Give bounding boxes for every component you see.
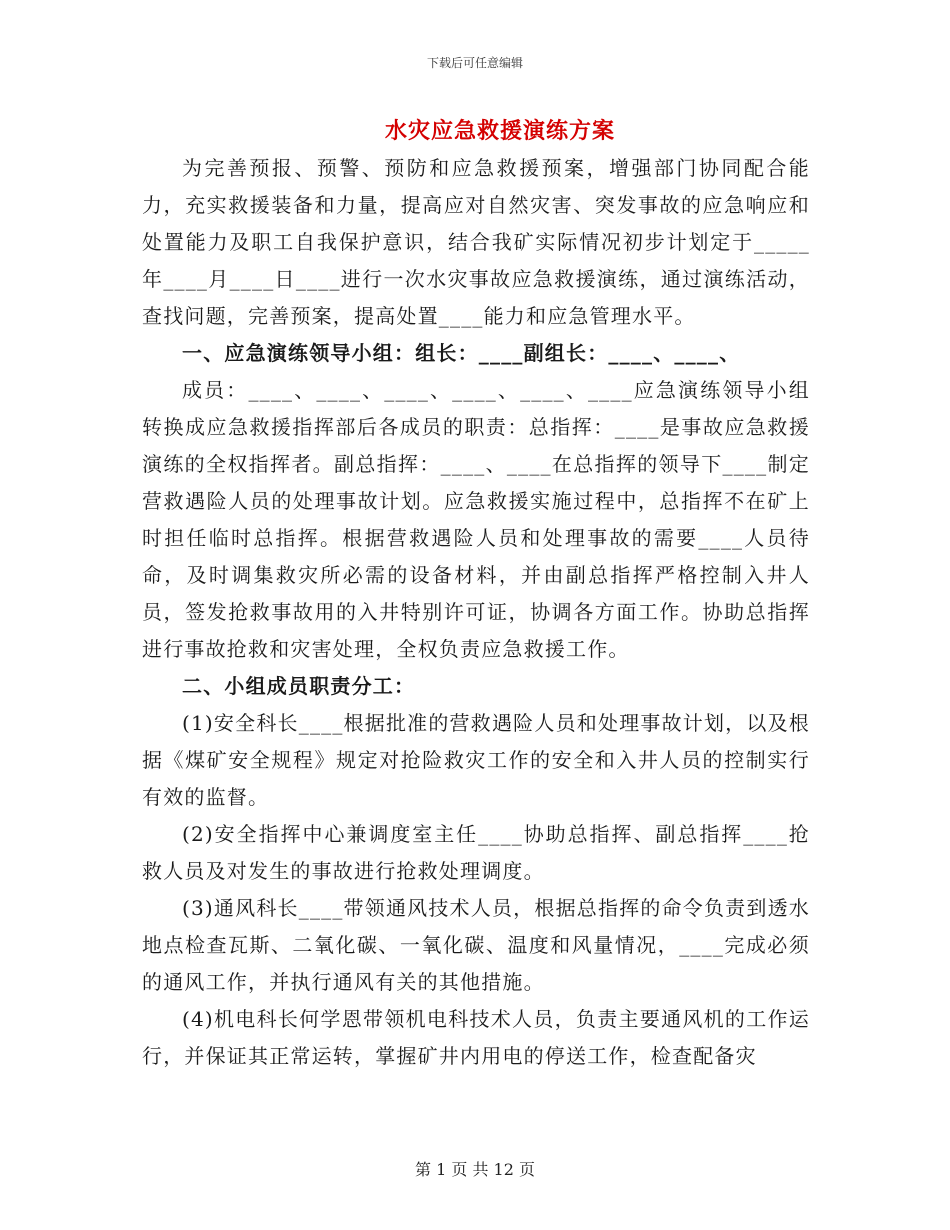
paragraph-item-1: (1)安全科长____根据批准的营救遇险人员和处理事故计划，以及根据《煤矿安全规程》规定对抢险救灾工作的安全和入井人员的控制实行有效的监督。 <box>142 711 810 809</box>
header-note: 下载后可任意编辑 <box>426 56 523 70</box>
section-heading-division: 二、小组成员职责分工： <box>182 674 416 698</box>
document-title: 水灾应急救援演练方案 <box>384 118 615 144</box>
paragraph-item-2: (2)安全指挥中心兼调度室主任____协助总指挥、副总指挥____抢救人员及对发生的事故进行抢救处理调度。 <box>142 822 810 883</box>
page-indicator: 第 1 页 共 12 页 <box>415 1160 535 1179</box>
document-body <box>142 150 810 1075</box>
paragraph-members-duties: 成员：____、____、____、____、____、____应急演练领导小组转换成应急救援指挥部后各成员的职责：总指挥：____是事故应急救援演练的全权指挥者。副总指挥：____、____在总指挥的领导下____制定营救遇险人员的处理事故计划。应急救援实施过程中，总指挥不在矿上时担任临时总指挥。根据营救遇险人员和处理事故的需要____人员待命，及时调集救灾所必需的设备材料，并由副总指挥严格控制入井人员，签发抢救事故用的入井特别许可证，协调各方面工作。协助总指挥进行事故抢救和灾害处理，全权负责应急救援工作。 <box>142 378 810 661</box>
paragraph-item-4: (4)机电科长何学恩带领机电科技术人员，负责主要通风机的工作运行，并保证其正常运转，掌握矿井内用电的停送工作，检查配备灾 <box>142 1007 810 1068</box>
paragraph-item-3: (3)通风科长____带领通风技术人员，根据总指挥的命令负责到透水地点检查瓦斯、二氧化碳、一氧化碳、温度和风量情况，____完成必须的通风工作，并执行通风有关的其他措施。 <box>142 896 810 994</box>
paragraph-intro: 为完善预报、预警、预防和应急救援预案，增强部门协同配合能力，充实救援装备和力量，提高应对自然灾害、突发事故的应急响应和处置能力及职工自我保护意识，结合我矿实际情况初步计划定于_____年____月____日____进行一次水灾事故应急救援演练，通过演练活动，查找问题，完善预案，提高处置____能力和应急管理水平。 <box>142 156 810 328</box>
section-heading-leadership: 一、应急演练领导小组：组长：____副组长：____、____、 <box>182 341 741 365</box>
